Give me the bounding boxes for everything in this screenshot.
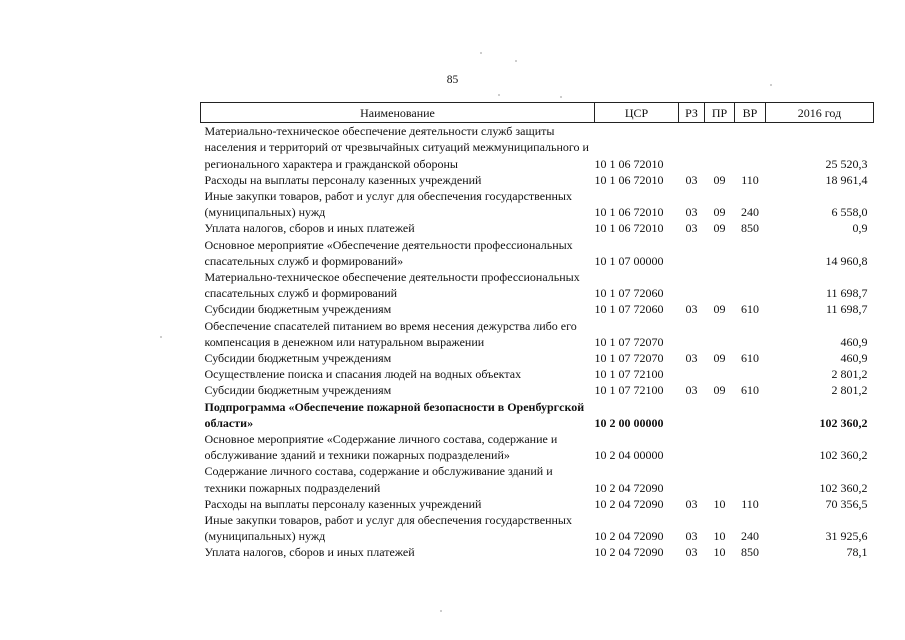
row-amount: 14 960,8 <box>825 253 868 268</box>
row-amount: 0,9 <box>852 221 868 236</box>
row-amount: 102 360,2 <box>819 415 868 430</box>
row-rz: 03 <box>685 351 698 366</box>
table-row <box>201 220 874 236</box>
scan-speck <box>515 60 517 62</box>
row-pr: 09 <box>713 205 726 220</box>
row-vr: 610 <box>741 351 759 366</box>
table-row <box>201 496 874 512</box>
row-pr <box>705 366 735 382</box>
scan-speck <box>480 52 482 54</box>
row-pr: 09 <box>713 172 726 187</box>
row-pr: 09 <box>713 351 726 366</box>
header-name: Наименование <box>201 103 595 123</box>
header-csr: ЦСР <box>595 103 679 123</box>
row-rz: 03 <box>685 221 698 236</box>
row-name: Уплата налогов, сборов и иных платежей <box>204 545 415 560</box>
row-rz <box>679 318 705 350</box>
row-csr: 10 1 06 72010 <box>594 221 664 236</box>
row-name: Расходы на выплаты персоналу казенных учреждений <box>204 496 482 511</box>
row-name: Уплата налогов, сборов и иных платежей <box>204 221 415 236</box>
row-rz <box>679 463 705 495</box>
row-pr <box>705 237 735 269</box>
row-amount: 2 801,2 <box>831 383 868 398</box>
row-rz: 03 <box>685 383 698 398</box>
row-name: Субсидии бюджетным учреждениям <box>204 351 392 366</box>
row-rz: 03 <box>685 172 698 187</box>
row-name: Иные закупки товаров, работ и услуг для обеспечения государственных (муниципальных) нужд <box>204 189 572 220</box>
row-rz: 03 <box>685 205 698 220</box>
row-csr: 10 2 04 00000 <box>594 448 664 463</box>
row-name: Обеспечение спасателей питанием во время несения дежурства либо его компенсация в денежном или натуральном выражении <box>204 318 577 349</box>
row-rz <box>679 431 705 463</box>
row-amount: 6 558,0 <box>831 205 868 220</box>
row-rz: 03 <box>685 496 698 511</box>
row-csr: 10 1 06 72010 <box>594 156 664 171</box>
table-row <box>201 399 874 431</box>
row-vr: 240 <box>741 205 759 220</box>
row-csr: 10 1 07 72060 <box>594 302 664 317</box>
table-row <box>201 512 874 544</box>
row-csr: 10 2 04 72090 <box>594 480 664 495</box>
budget-table-container <box>200 102 873 561</box>
table-row <box>201 188 874 220</box>
table-row <box>201 350 874 366</box>
table-row <box>201 544 874 560</box>
row-vr <box>735 237 766 269</box>
row-vr: 850 <box>741 221 759 236</box>
scan-speck <box>160 336 162 338</box>
row-vr <box>735 463 766 495</box>
row-csr: 10 1 06 72010 <box>594 205 664 220</box>
row-rz <box>679 123 705 172</box>
row-amount: 102 360,2 <box>819 448 868 463</box>
row-amount: 460,9 <box>840 351 868 366</box>
row-csr: 10 1 07 72100 <box>594 383 664 398</box>
row-amount: 78,1 <box>846 545 868 560</box>
row-name: Основное мероприятие «Обеспечение деятельности профессиональных спасательных служб и формирований» <box>204 237 573 268</box>
row-vr <box>735 431 766 463</box>
row-name: Материально-техническое обеспечение деятельности служб защиты населения и территорий от чрезвычайных ситуаций межмуниципального и регионального характера и гражданской обороны <box>204 124 589 171</box>
row-name: Иные закупки товаров, работ и услуг для обеспечения государственных (муниципальных) нужд <box>204 513 572 544</box>
header-pr: ПР <box>705 103 735 123</box>
row-name: Субсидии бюджетным учреждениям <box>204 383 392 398</box>
table-row <box>201 318 874 350</box>
table-header-row <box>201 103 874 123</box>
row-amount: 11 698,7 <box>825 302 868 317</box>
table-row <box>201 301 874 317</box>
row-vr: 110 <box>741 172 759 187</box>
budget-table <box>200 102 874 561</box>
row-amount: 460,9 <box>840 334 868 349</box>
row-csr: 10 1 07 72070 <box>594 334 664 349</box>
row-rz: 03 <box>685 302 698 317</box>
row-pr <box>705 123 735 172</box>
row-csr: 10 2 04 72090 <box>594 529 664 544</box>
table-body <box>201 123 874 561</box>
row-rz <box>679 366 705 382</box>
row-csr: 10 2 04 72090 <box>594 496 664 511</box>
scan-speck <box>560 96 562 98</box>
scan-speck <box>498 94 500 96</box>
row-amount: 70 356,5 <box>825 496 868 511</box>
row-pr: 10 <box>713 529 726 544</box>
row-pr <box>705 269 735 301</box>
row-amount: 25 520,3 <box>825 156 868 171</box>
table-row <box>201 237 874 269</box>
scan-speck <box>440 610 442 612</box>
page-number: 85 <box>446 74 459 86</box>
row-pr <box>705 399 735 431</box>
row-vr: 610 <box>741 302 759 317</box>
row-vr <box>735 399 766 431</box>
header-year: 2016 год <box>766 103 874 123</box>
row-pr: 09 <box>713 302 726 317</box>
table-row <box>201 382 874 398</box>
row-amount: 31 925,6 <box>825 529 868 544</box>
row-name: Расходы на выплаты персоналу казенных учреждений <box>204 172 482 187</box>
row-name: Содержание личного состава, содержание и обслуживание зданий и техники пожарных подразделений <box>204 464 553 495</box>
row-pr: 10 <box>713 545 726 560</box>
row-name: Осуществление поиска и спасания людей на водных объектах <box>204 367 522 382</box>
row-rz <box>679 269 705 301</box>
row-amount: 102 360,2 <box>819 480 868 495</box>
row-vr <box>735 366 766 382</box>
row-amount: 2 801,2 <box>831 367 868 382</box>
row-pr <box>705 463 735 495</box>
row-pr <box>705 318 735 350</box>
table-row <box>201 172 874 188</box>
row-pr <box>705 431 735 463</box>
row-name: Субсидии бюджетным учреждениям <box>204 302 392 317</box>
table-row <box>201 431 874 463</box>
row-rz: 03 <box>685 545 698 560</box>
row-csr: 10 2 04 72090 <box>594 545 664 560</box>
row-csr: 10 2 00 00000 <box>594 415 664 430</box>
row-vr <box>735 269 766 301</box>
row-csr: 10 1 07 72070 <box>594 351 664 366</box>
row-csr: 10 1 07 00000 <box>594 253 664 268</box>
row-rz: 03 <box>685 529 698 544</box>
row-rz <box>679 237 705 269</box>
row-vr <box>735 123 766 172</box>
row-pr: 09 <box>713 221 726 236</box>
row-rz <box>679 399 705 431</box>
table-row <box>201 366 874 382</box>
table-row <box>201 123 874 172</box>
row-vr: 610 <box>741 383 759 398</box>
row-pr: 10 <box>713 496 726 511</box>
row-name: Основное мероприятие «Содержание личного состава, содержание и обслуживание зданий и техники пожарных подразделений» <box>204 432 558 463</box>
table-row <box>201 463 874 495</box>
row-amount: 18 961,4 <box>825 172 868 187</box>
row-vr: 240 <box>741 529 759 544</box>
row-amount: 11 698,7 <box>825 286 868 301</box>
table-row <box>201 269 874 301</box>
header-rz: РЗ <box>679 103 705 123</box>
header-vr: ВР <box>735 103 766 123</box>
row-pr: 09 <box>713 383 726 398</box>
scan-speck <box>770 84 772 86</box>
row-vr <box>735 318 766 350</box>
row-csr: 10 1 06 72010 <box>594 172 664 187</box>
row-name: Подпрограмма «Обеспечение пожарной безопасности в Оренбургской области» <box>204 399 585 430</box>
row-csr: 10 1 07 72100 <box>594 367 664 382</box>
row-name: Материально-техническое обеспечение деятельности профессиональных спасательных служб и формирований <box>204 270 580 301</box>
row-vr: 850 <box>741 545 759 560</box>
row-vr: 110 <box>741 496 759 511</box>
row-csr: 10 1 07 72060 <box>594 286 664 301</box>
